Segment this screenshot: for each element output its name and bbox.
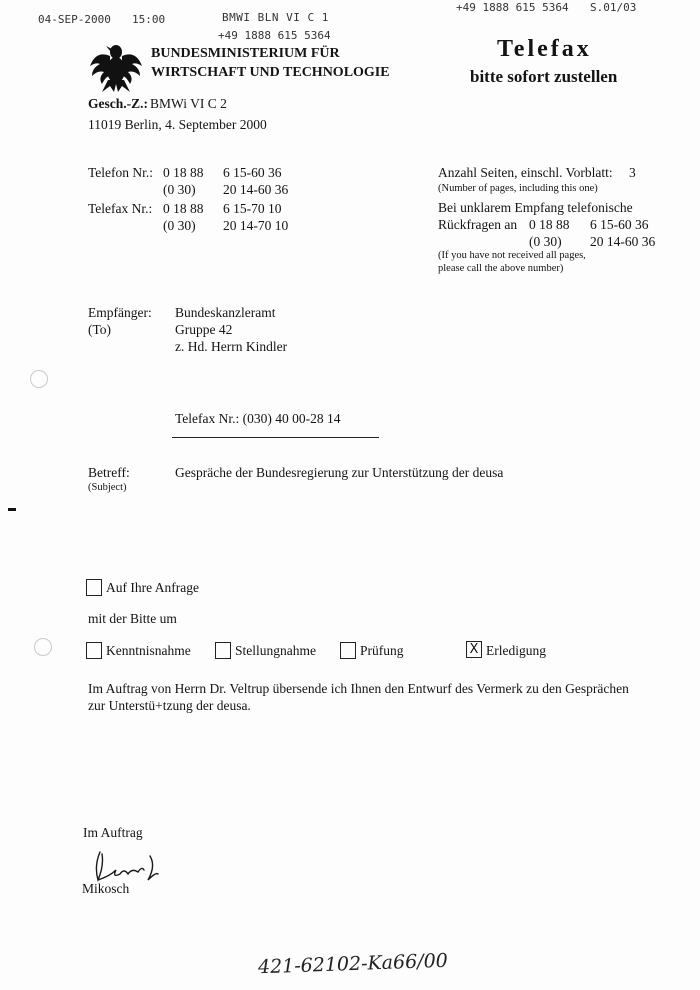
option-pruefung-checkbox[interactable]: [340, 642, 356, 659]
fax-prefix-2: (0 30): [163, 218, 196, 233]
option-stellungnahme-label: Stellungnahme: [235, 643, 316, 658]
recipient-label: Empfänger:: [88, 305, 152, 320]
reference-value: BMWi VI C 2: [150, 96, 227, 111]
punch-hole: [34, 638, 52, 656]
fax-date: 04-SEP-2000: [38, 13, 111, 26]
option-erledigung-label: Erledigung: [486, 643, 546, 658]
recipient-line1: Bundeskanzleramt: [175, 305, 276, 320]
recipient-fax-underline: [172, 437, 379, 438]
federal-eagle-logo: [88, 40, 144, 94]
margin-mark: [8, 508, 16, 511]
page-count-english: (Number of pages, including this one): [438, 183, 598, 194]
fax-number-1: 6 15-70 10: [223, 201, 282, 216]
page-count-label: Anzahl Seiten, einschl. Vorblatt:: [438, 165, 613, 180]
phone-number-2: 20 14-60 36: [223, 182, 289, 197]
fax-number-2: 20 14-70 10: [223, 218, 289, 233]
subject-label: Betreff:: [88, 465, 130, 480]
option-kenntnisnahme-checkbox[interactable]: [86, 642, 102, 659]
reference-label: Gesch.-Z.:: [88, 96, 148, 111]
signer-name: Mikosch: [82, 881, 130, 896]
page-count: 3: [629, 165, 636, 180]
recipient-line2: Gruppe 42: [175, 322, 233, 337]
ministry-name-line1: BUNDESMINISTERIUM FÜR: [151, 46, 340, 61]
recipient-line3: z. Hd. Herrn Kindler: [175, 339, 288, 354]
option-pruefung-label: Prüfung: [360, 643, 404, 658]
fax-sender-code: BMWI BLN VI C 1: [222, 11, 329, 24]
telefax-subtitle: bitte sofort zustellen: [470, 67, 618, 86]
callback-number-2: 20 14-60 36: [590, 234, 656, 249]
handwritten-file-number: 421-62102-Ka66/00: [257, 949, 449, 979]
fax-time: 15:00: [132, 13, 166, 26]
missing-pages-note-line2: please call the above number): [438, 263, 564, 274]
body-line1: Im Auftrag von Herrn Dr. Veltrup übersende ich Ihnen den Entwurf des Vermerk zu den Gesprächen: [88, 681, 629, 696]
option-erledigung-checkbox[interactable]: X: [466, 641, 482, 658]
request-checkbox-label: Auf Ihre Anfrage: [106, 580, 199, 595]
callback-line2: Rückfragen an: [438, 217, 518, 232]
closing-phrase: Im Auftrag: [83, 825, 143, 840]
missing-pages-note-line1: (If you have not received all pages,: [438, 250, 586, 261]
phone-prefix-1: 0 18 88: [163, 165, 204, 180]
place-date: 11019 Berlin, 4. September 2000: [88, 117, 267, 132]
punch-hole: [30, 370, 48, 388]
callback-number-1: 6 15-60 36: [590, 217, 649, 232]
phone-prefix-2: (0 30): [163, 182, 196, 197]
ministry-name-line2: WIRTSCHAFT UND TECHNOLOGIE: [151, 65, 390, 80]
request-prompt: mit der Bitte um: [88, 611, 177, 626]
telefax-title: Telefax: [497, 36, 592, 62]
callback-prefix-1: 0 18 88: [529, 217, 570, 232]
subject-label-english: (Subject): [88, 482, 127, 493]
callback-prefix-2: (0 30): [529, 234, 562, 249]
recipient-fax: Telefax Nr.: (030) 40 00-28 14: [175, 411, 341, 426]
phone-label: Telefon Nr.:: [88, 165, 154, 180]
fax-prefix-1: 0 18 88: [163, 201, 204, 216]
phone-number-1: 6 15-60 36: [223, 165, 282, 180]
request-checkbox[interactable]: [86, 579, 102, 596]
fax-page-indicator: S.01/03: [590, 1, 637, 14]
subject-text: Gespräche der Bundesregierung zur Unterstützung der deusa: [175, 465, 504, 480]
fax-top-number: +49 1888 615 5364: [456, 1, 569, 14]
callback-line1: Bei unklarem Empfang telefonische: [438, 200, 633, 215]
body-line2: zur Unterstü+tzung der deusa.: [88, 698, 251, 713]
fax-label: Telefax Nr.:: [88, 201, 153, 216]
recipient-label-english: (To): [88, 322, 112, 337]
fax-sender-number: +49 1888 615 5364: [218, 29, 331, 42]
option-stellungnahme-checkbox[interactable]: [215, 642, 231, 659]
option-kenntnisnahme-label: Kenntnisnahme: [106, 643, 191, 658]
